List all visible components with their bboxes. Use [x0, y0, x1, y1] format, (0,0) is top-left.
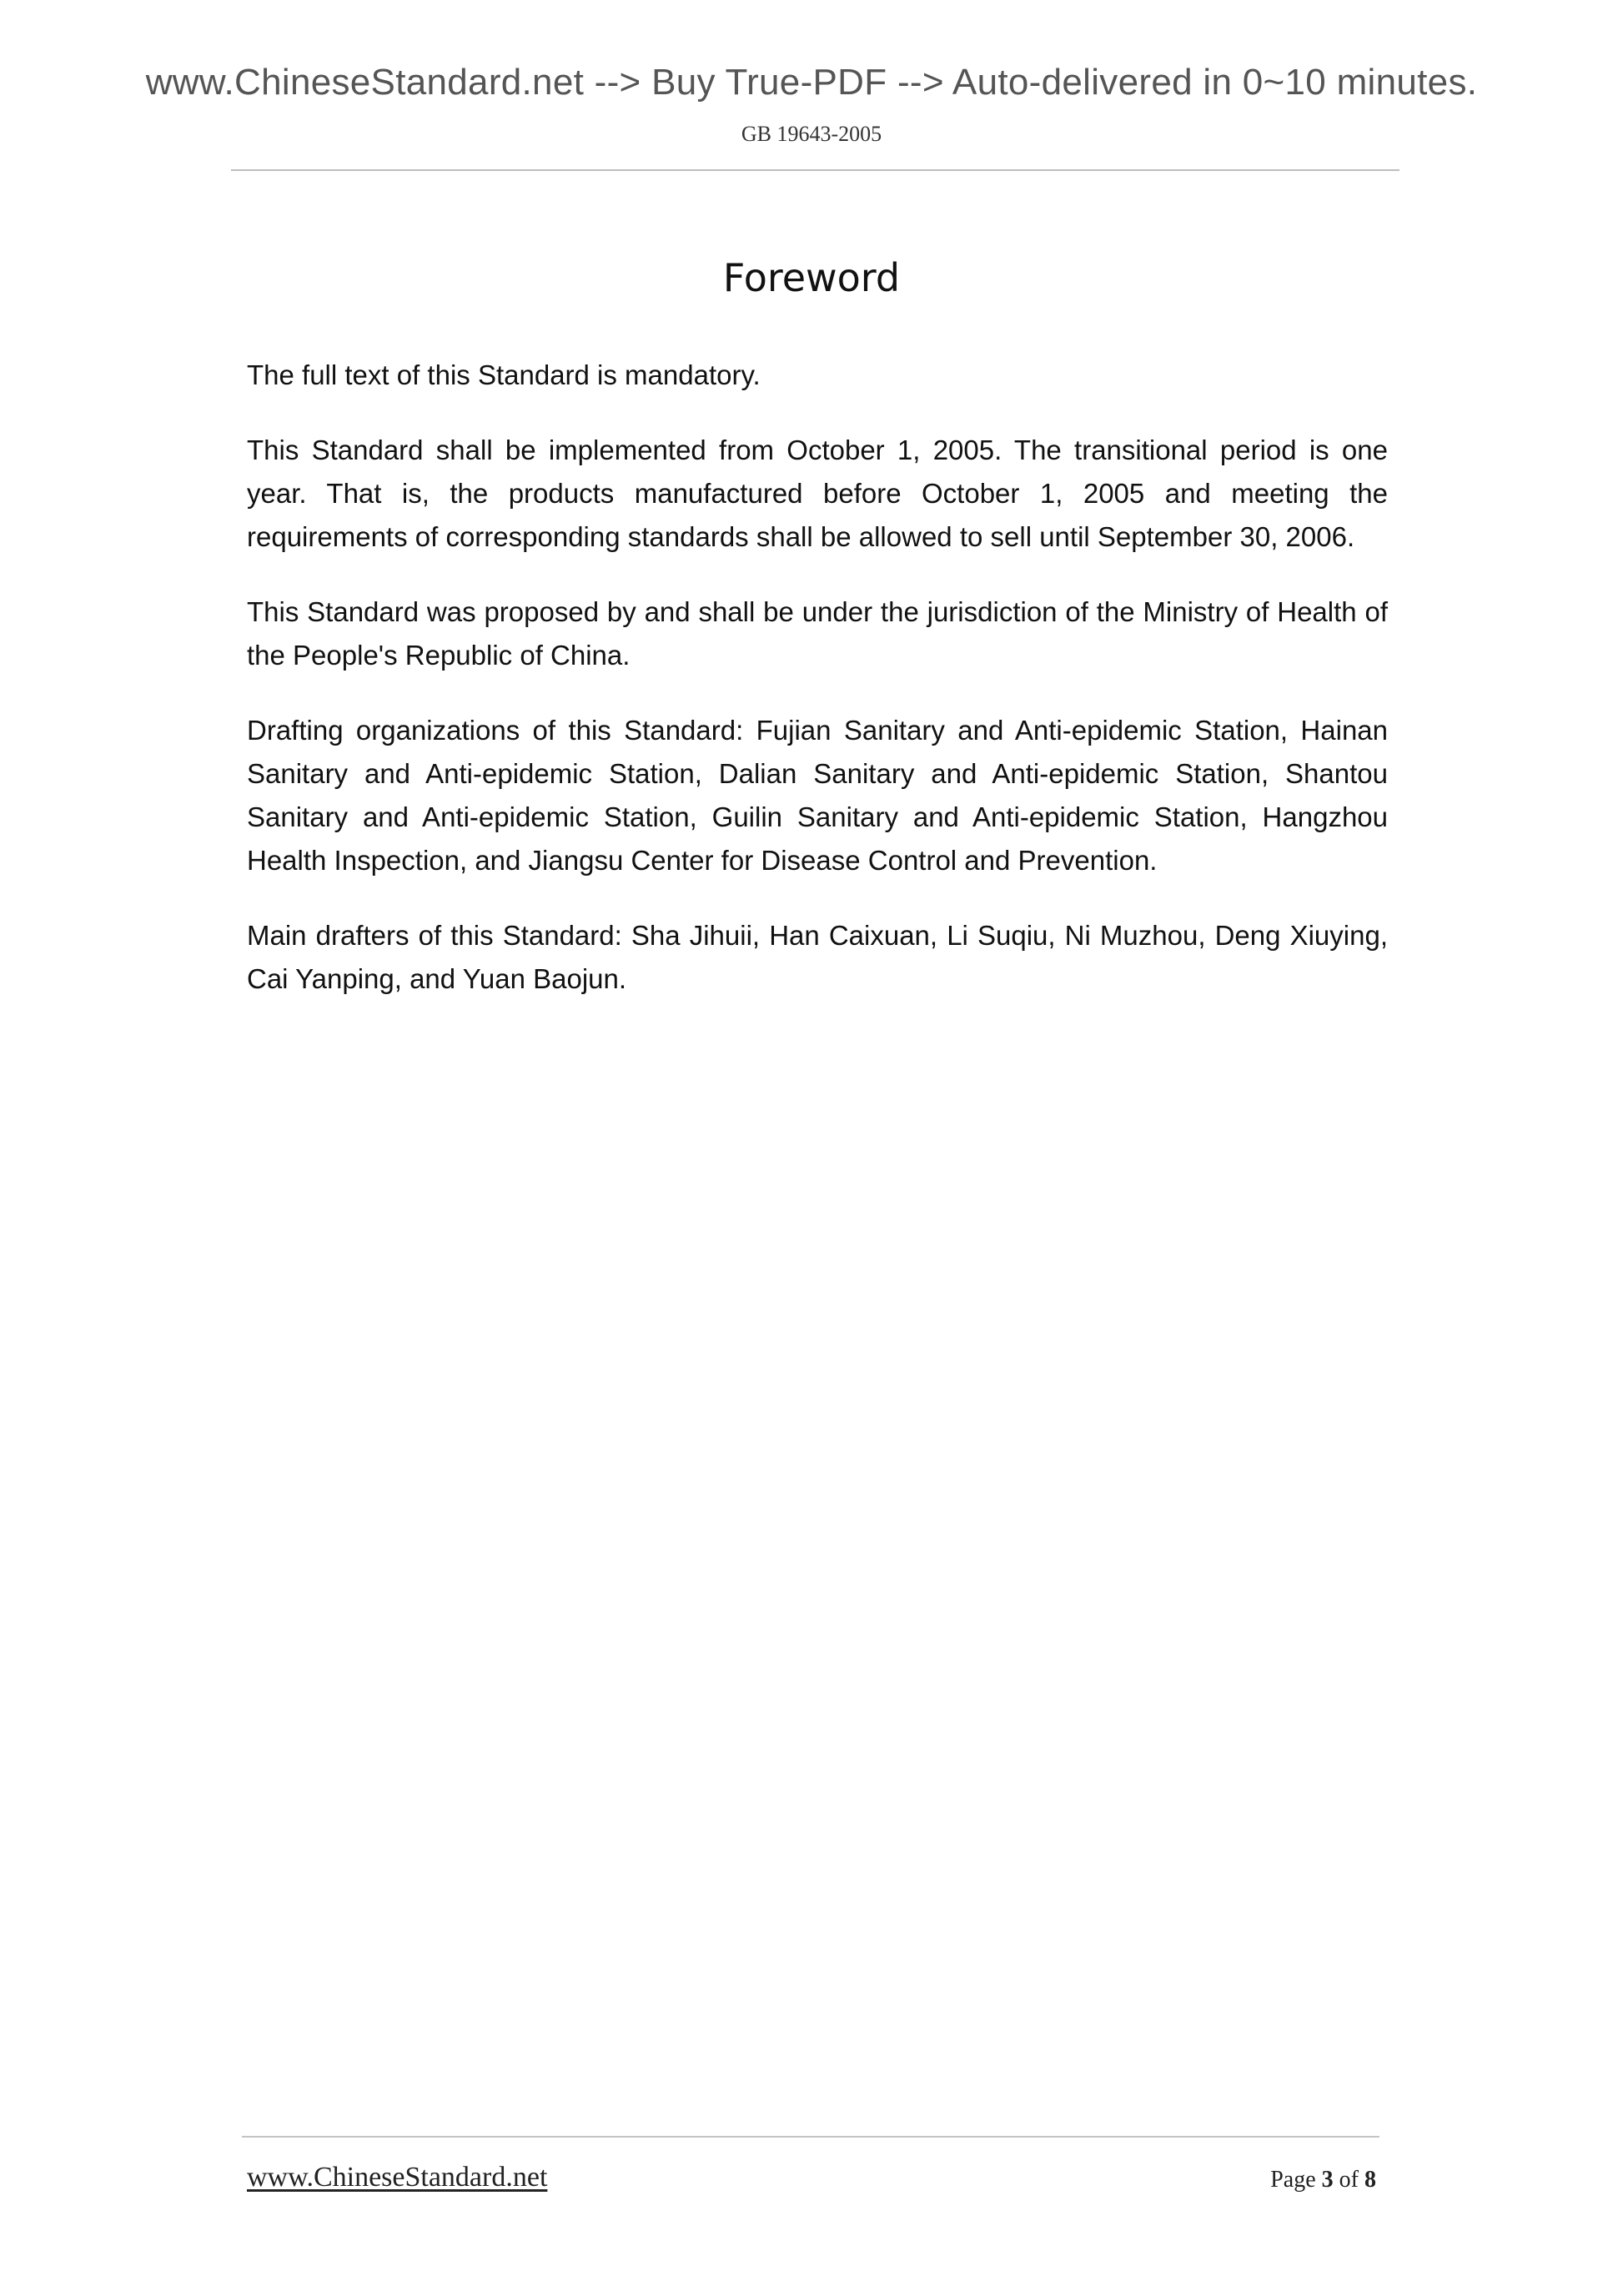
paragraph-mandatory: The full text of this Standard is mandatory. [247, 359, 761, 390]
paragraph-jurisdiction: This Standard was proposed by and shall be under the jurisdiction of the Ministry of Health of the People's Republic of China. [247, 596, 1388, 671]
page-title: Foreword [722, 255, 901, 300]
paragraph-implementation: This Standard shall be implemented from October 1, 2005. The transitional period is one year. That is, the products manufactured before October 1, 2005 and meeting the requirements of corresponding standards shall be allowed to sell until September 30, 2006. [247, 435, 1388, 552]
document-number: GB 19643-2005 [741, 122, 882, 146]
header-divider [231, 169, 1399, 171]
footer-divider [242, 2136, 1379, 2138]
paragraph-main-drafters: Main drafters of this Standard: Sha Jihuii, Han Caixuan, Li Suqiu, Ni Muzhou, Deng Xiuying, Cai Yanping, and Yuan Baojun. [247, 920, 1388, 994]
paragraph-drafting-organizations: Drafting organizations of this Standard: Fujian Sanitary and Anti-epidemic Station, Hainan Sanitary and Anti-epidemic Station, Dalian Sanitary and Anti-epidemic Station, Shantou Sanitary and Anti-epidemic Station, Guilin Sanitary and Anti-epidemic Station, Hangzhou Health Inspection, and Jiangsu Center for Disease Control and Prevention. [247, 715, 1388, 876]
footer-website-link[interactable]: www.ChineseStandard.net [247, 2162, 548, 2193]
foreword-body [247, 354, 1388, 1032]
page-label: Page [1270, 2167, 1316, 2193]
header-banner: www.ChineseStandard.net --> Buy True-PDF --> Auto-delivered in 0~10 minutes. [145, 62, 1478, 103]
of-label: of [1339, 2167, 1359, 2193]
total-pages: 8 [1364, 2167, 1376, 2193]
current-page: 3 [1321, 2167, 1334, 2193]
page-number [1270, 2167, 1376, 2193]
